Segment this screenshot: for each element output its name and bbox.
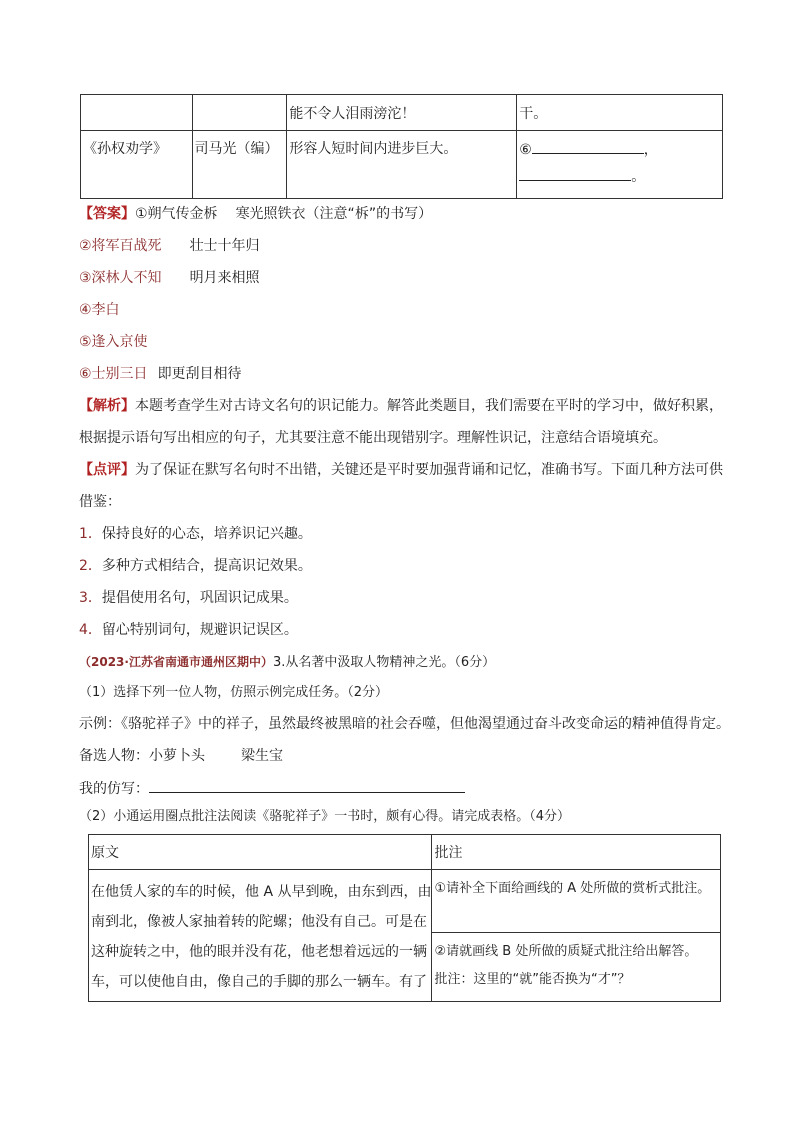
table1-r2-c2	[192, 131, 287, 199]
table1-r1-c3	[287, 95, 517, 131]
table1-r1-c3-text: 能不令人泪雨滂沱！	[289, 106, 416, 122]
table1-r1-c2	[192, 95, 287, 131]
answer-line-2: ②将军百战死 壮士十年归	[79, 238, 260, 254]
question-3-part-2: （2）小通运用圈点批注法阅读《骆驼祥子》一书时，颇有心得。请完成表格。（4分）	[79, 809, 571, 824]
blank-underline	[532, 139, 644, 154]
question-3-heading	[79, 652, 495, 672]
table1-r1-c4	[517, 95, 723, 131]
table2-header-note: 批注	[432, 835, 721, 870]
note-2: ②请就画线 B 处所做的质疑式批注给出解答。 批注：这里的“就”能否换为“才”？	[434, 944, 698, 987]
note-1: ①请补全下面给画线的 A 处所做的赏析式批注。	[432, 870, 720, 933]
comment-line-2: 借鉴：	[79, 494, 121, 510]
table1-r2-c3-text: 形容人短时间内进步巨大。	[289, 141, 458, 157]
question-3-imitation: 我的仿写：	[79, 778, 465, 799]
answer-line-4: ④李白	[79, 302, 120, 318]
table2-original-text: 在他赁人家的车的时候，他 A 从早到晚，由东到西，由 南到北，像被人家抽着转的陀螺；他没有自己。可是在 这种旋转之中，他的眼并没有花，他老想着远远的一辆 车，可以使他自由，像自己的手脚的那么一辆车。有了	[89, 870, 432, 1002]
answer-blank-line-2: 。	[517, 160, 722, 187]
question-3-candidates: 备选人物：小萝卜头 梁生宝	[79, 748, 283, 764]
answer-line-1: 【答案】①朔气传金柝 寒光照铁衣（注意“柝”的书写）	[79, 206, 433, 222]
table2-note-cell	[432, 870, 721, 1002]
analysis-line-2: 根据提示语句写出相应的句子，尤其要注意不能出现错别字。理解性识记，注意结合语境填充。	[79, 430, 667, 446]
question-3-part-1: （1）选择下列一位人物，仿照示例完成任务。（2分）	[79, 685, 389, 700]
table1-r1-c4-text: 干。	[519, 106, 548, 122]
question-3-example: 示例：《骆驼祥子》中的祥子，虽然最终被黑暗的社会吞噬，但他渴望通过奋斗改变命运的精神值得肯定。	[79, 716, 730, 732]
table1-r2-c1	[81, 131, 193, 199]
answer-line-3: ③深林人不知 明月来相照	[79, 270, 260, 286]
list-item: 1．保持良好的心态，培养识记兴趣。	[79, 526, 312, 542]
question-source: （2023·江苏省南通市通州区期中）	[79, 655, 273, 669]
poem-table	[80, 94, 723, 199]
table1-r2-c3	[287, 131, 517, 199]
question-title: 3.从名著中汲取人物精神之光。（6分）	[272, 655, 496, 670]
list-item: 2．多种方式相结合，提高识记效果。	[79, 558, 312, 574]
comment-line-1: 【点评】为了保证在默写名句时不出错，关键还是平时要加强背诵和记忆，准确书写。下面几种方法可供	[79, 462, 723, 478]
table1-r2-c4	[517, 131, 723, 199]
analysis-line-1: 【解析】本题考查学生对古诗文名句的识记能力。解答此类题目，我们需要在平时的学习中，做好积累，	[79, 398, 723, 414]
table2-header-original: 原文	[89, 835, 432, 870]
list-item: 3．提倡使用名句，巩固识记成果。	[79, 590, 298, 606]
imitation-answer-line[interactable]	[149, 778, 465, 793]
annotation-table	[88, 834, 721, 1002]
answer-blank-line-1: ⑥ ，	[517, 131, 722, 160]
table1-r1-c1	[81, 95, 193, 131]
blank-underline	[519, 166, 631, 181]
list-item: 4．留心特别词句，规避识记误区。	[79, 622, 298, 638]
answer-line-5: ⑤逢入京使	[79, 334, 148, 350]
table1-r2-c1-text: 《孙权劝学》	[83, 141, 167, 157]
answer-line-6: ⑥士别三日 即更刮目相待	[79, 366, 242, 382]
table1-r2-c2-text: 司马光（编）	[194, 141, 279, 157]
